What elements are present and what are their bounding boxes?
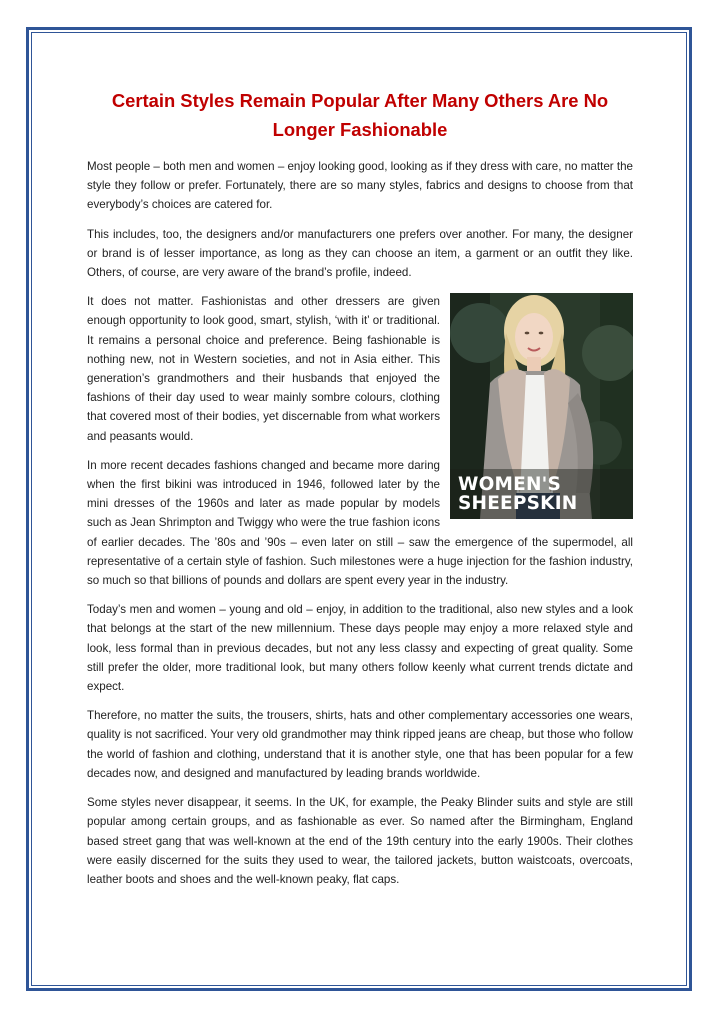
paragraph-6: Therefore, no matter the suits, the trousers, shirts, hats and other complementary accessories one wears, quality is not sacrificed. Your very old grandmother may think ripped jeans are cheap, but those who follow the world of fashion and clothing, understand that it is another style, one that has been popular for a few decades now, and designed and manufactured by leading brands worldwide. — [87, 709, 633, 780]
document-body — [87, 86, 633, 899]
paragraph-7: Some styles never disappear, it seems. In the UK, for example, the Peaky Blinder suits and style are still popular among certain groups, and as fashionable as ever. So named after the Birmingham, England based street gang that was well-known at the end of the 19th century into the early 1900s. Their clothes were easily discerned for the suits they used to wear, the tailored jackets, button waistcoats, overcoats, leather boots and shoes and the well-known peaky, flat caps. — [87, 796, 633, 886]
paragraph-2: This includes, too, the designers and/or manufacturers one prefers over another. For many, the designer or brand is of lesser importance, as long as they can choose an item, a garment or an outfit they like. Others, of course, are very aware of the brand’s profile, indeed. — [87, 227, 633, 280]
figure-caption — [458, 475, 577, 513]
paragraph-3: It does not matter. Fashionistas and other dressers are given enough opportunity to look good, smart, stylish, ‘with it’ or traditional. It remains a personal choice and preference. Being fashionable is nothing new, not in Western societies, and not in Asia either. This generation’s grandmothers and their husbands that enjoyed the fashions of their day used to wear mainly sombre colours, clothing that covered most of their bodies, yet discernable from what workers and peasants would. — [87, 295, 440, 443]
caption-line-2: SHEEPSKIN — [458, 493, 578, 515]
paragraph-5: Today’s men and women – young and old – enjoy, in addition to the traditional, also new styles and a look that belongs at the start of the new millennium. These days people may enjoy a more relaxed style and look, less formal than in previous decades, but not any less classy and expecting of great quality. Some still prefer the older, more traditional look, but many others follow keenly what current trends dictate and expect. — [87, 603, 633, 694]
paragraph-1: Most people – both men and women – enjoy looking good, looking as if they dress with care, no matter the style they follow or prefer. Fortunately, there are so many styles, fabrics and designs to choose from that everybody’s choices are catered for. — [87, 160, 633, 212]
sheepskin-photo — [450, 293, 633, 519]
document-title: Certain Styles Remain Popular After Many Others Are No Longer Fashionable — [111, 90, 609, 140]
caption-line-1: WOMEN'S — [458, 474, 562, 496]
paragraph-4: In more recent decades fashions changed and became more daring when the first bikini was introduced in 1946, followed later by the mini dresses of the 1960s and later as made popular by models such as Jean Shrimpton and Twiggy who were the true fashion icons of earlier decades. The ’80s and ’90s – even later on still – saw the emergence of the supermodel, all representative of a certain style of fashion. Such milestones were a huge injection for the fashion industry, so much so that billions of pounds and dollars are spent every year in the industry. — [87, 458, 633, 588]
